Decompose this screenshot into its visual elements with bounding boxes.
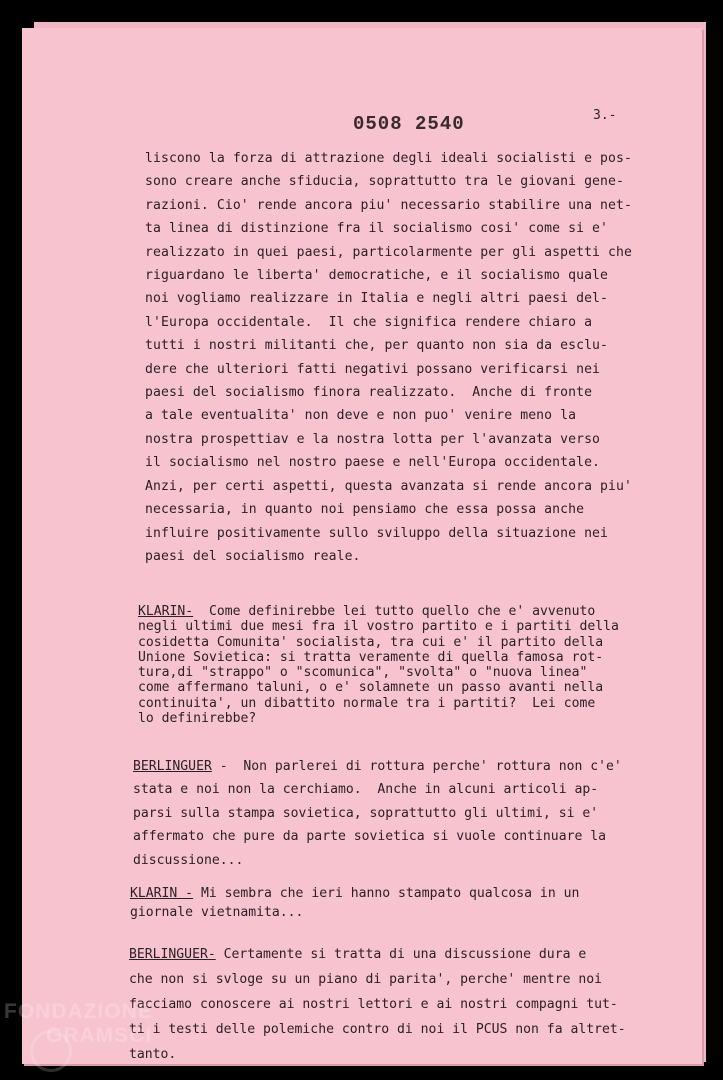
text-line: noi vogliamo realizzare in Italia e negli altri paesi del- (145, 291, 609, 307)
text-line: negli ultimi due mesi fra il vostro partito e i partiti della (138, 619, 619, 635)
berlinguer-answer (133, 755, 643, 872)
text-line: il socialismo nel nostro paese e nell'Europa occidentale. (145, 455, 601, 471)
speaker-berlinguer: BERLINGUER- (129, 947, 216, 962)
remark-first-line: KLARIN - Mi sembra che ieri hanno stampato qualcosa in un (130, 886, 580, 901)
text-line: Anzi, per certi aspetti, questa avanzata si rende ancora piu' (145, 478, 632, 494)
text-line: paesi del socialismo reale. (145, 548, 361, 564)
text-line: razioni. Cio' rende ancora piu' necessario stabilire una net- (145, 197, 632, 213)
answer-first-line: BERLINGUER- Certamente si tratta di una discussione dura e (129, 947, 587, 962)
text-line: nostra prospettiav e la nostra lotta per l'avanzata verso (145, 431, 601, 447)
text-line: stata e noi non la cerchiamo. Anche in alcuni articoli ap- (133, 782, 599, 798)
text-line: liscono la forza di attrazione degli ideali socialisti e pos- (145, 151, 632, 166)
body-paragraph (145, 147, 645, 568)
text-line: necessaria, in quanto noi pensiamo che essa possa anche (145, 502, 585, 518)
text-line: riguardano le liberta' democratiche, e il socialismo quale (145, 268, 609, 284)
text-line: Unione Sovietica: si tratta veramente di quella famosa rot- (138, 649, 604, 665)
klarin-remark (130, 884, 640, 922)
text-line: realizzato in quei paesi, particolarmente per gli aspetti che (145, 244, 632, 260)
watermark: FONDAZIONE GRAMSCI (4, 1000, 153, 1047)
text-line: influire positivamente sullo sviluppo della situazione nei (145, 525, 609, 541)
speaker-klarin: KLARIN - (130, 886, 194, 901)
question-first-line: KLARIN- Come definirebbe lei tutto quello che e' avvenuto (138, 604, 596, 619)
text-line: l'Europa occidentale. Il che significa rendere chiaro a (145, 314, 593, 330)
text-line: tura,di "strappo" o "scomunica", "svolta" o "nuova linea" (138, 665, 588, 681)
text-line: come affermano taluni, o e' solamnete un passo avanti nella (138, 680, 604, 696)
speaker-berlinguer: BERLINGUER (133, 759, 212, 774)
text-line: discussione... (133, 852, 244, 868)
text-line: affermato che pure da parte sovietica si vuole continuare la (133, 829, 606, 845)
text-line: continuita', un dibattito normale tra i partiti? Lei come (138, 695, 596, 711)
text-line: giornale vietnamita... (130, 905, 304, 920)
text-line: facciamo conoscere ai nostri lettori e ai nostri compagni tut- (129, 997, 618, 1012)
text-line: che non si svloge su un piano di parita', perche' mentre noi (129, 972, 602, 987)
text-line: dere che ulteriori fatti negativi possano verificarsi nei (145, 361, 601, 377)
text-line: sono creare anche sfiducia, soprattutto tra le giovani gene- (145, 174, 624, 190)
berlinguer-answer-2 (129, 942, 649, 1067)
text-line: lo definirebbe? (138, 711, 257, 727)
text-line: ta linea di distinzione fra il socialismo cosi' come si e' (145, 221, 609, 237)
answer-first-line: BERLINGUER - Non parlerei di rottura perche' rottura non c'e' (133, 759, 622, 774)
text-line: ti i testi delle polemiche contro di noi il PCUS non fa altret- (129, 1022, 626, 1037)
text-line: cosidetta Comunita' socialista, tra cui e' il partito della (138, 634, 604, 650)
document-number: 0508 2540 (353, 113, 465, 135)
text-line: paesi del socialismo finora realizzato. Anche di fronte (145, 385, 593, 401)
text-line: parsi sulla stampa sovietica, soprattutto gli ultimi, si e' (133, 805, 599, 821)
text-line: tutti i nostri militanti che, per quanto non sia da esclu- (145, 338, 609, 354)
speaker-klarin: KLARIN- (138, 604, 194, 619)
klarin-question (138, 604, 648, 726)
text-line: tanto. (129, 1047, 177, 1062)
text-line: a tale eventualita' non deve e non puo' venire meno la (145, 408, 577, 424)
page-number: 3.- (593, 108, 617, 123)
